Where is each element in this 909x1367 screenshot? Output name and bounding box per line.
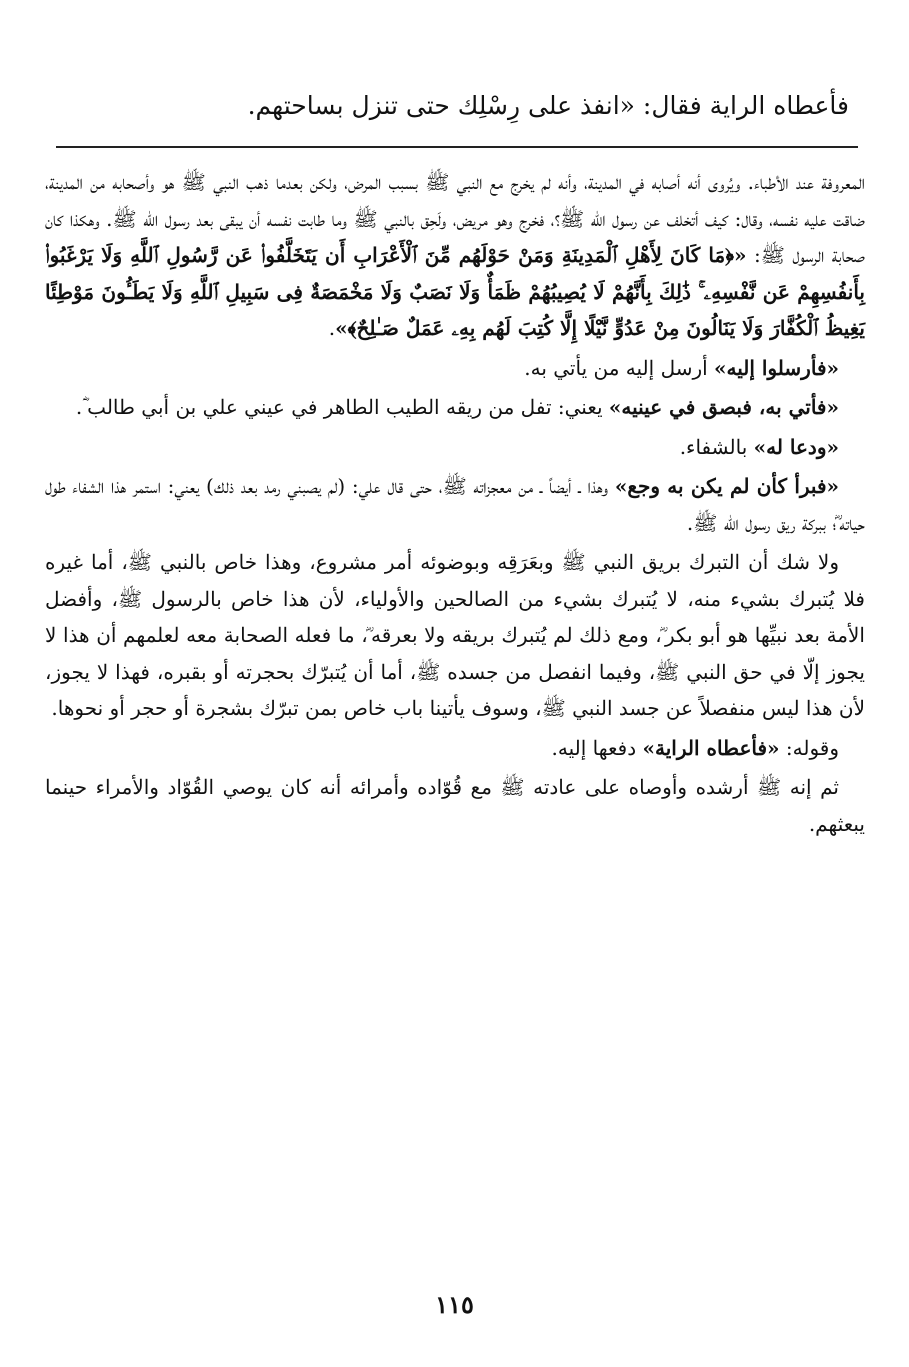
paragraph-end: . bbox=[328, 316, 336, 340]
hadith-lemma: «فبرأ كأن لم يكن به وجع» bbox=[614, 474, 840, 498]
paragraph-1 bbox=[45, 164, 865, 347]
paragraph-8 bbox=[45, 769, 865, 842]
hadith-lemma: «فأتي به، فبصق في عينيه» bbox=[608, 395, 839, 419]
hadith-lemma: «فأعطاه الراية» bbox=[642, 735, 780, 760]
paragraph-text: ولا شك أن التبرك بريق النبي ﷺ وبعَرَقِه وبوضوئه أمر مشروع، وهذا خاص بالنبي ﷺ، أما غيره فلا يُتبرك بشيء منه، لا يُتبرك بشيء من الصالحين والأولياء، لأن هذا خاص بالرسول ﷺ، وأفضل الأمة بعد نبيِّها هو أبو بكر ؓ، ومع ذلك لم يُتبرك بريقه ولا بعرقه ؓ، ما فعله الصحابة معه لعلمهم أن هذا لا يجوز إلّا في حق النبي ﷺ، وفيما انفصل من جسده ﷺ، أما أن يُتبرّك بحجرته أو بقبره، فهذا لا يجوز، لأن هذا ليس منفصلاً عن جسد النبي ﷺ، وسوف يأتينا باب خاص بمن تبرّك بشجرة أو حجر أو نحوها. bbox=[45, 550, 865, 720]
paragraph-text: المعروفة عند الأطباء. ويُروى أنه أصابه في المدينة، وأنه لم يخرج مع النبي ﷺ بسبب المرض، ولكن بعدما ذهب النبي ﷺ هو وأصحابه من المدينة، ضاقت عليه نفسه، وقال: كيف أتخلف عن رسول الله ﷺ؟، فخرج وهو مريض، ولَحِق بالنبي ﷺ وما طابت نفسه أن يبقى بعد رسول الله ﷺ. وهكذا كان صحابة الرسول ﷺ: bbox=[45, 170, 865, 267]
paragraph-4 bbox=[45, 429, 865, 466]
paragraph-text: وهذا ـ أيضاً ـ من معجزاته ﷺ، حتى قال علي: (لم يصبني رمد بعد ذلك) يعني: استمر هذا الشفاء طول حياته ؓ؛ ببركة ريق رسول الله ﷺ. bbox=[45, 474, 865, 535]
page-number: ١١٥ bbox=[435, 1290, 474, 1319]
paragraph-7 bbox=[45, 730, 865, 767]
paragraph-text: يعني: تفل من ريقه الطيب الطاهر في عيني علي بن أبي طالب ؓ. bbox=[75, 395, 609, 419]
paragraph-text: ثم إنه ﷺ أرشده وأوصاه على عادته ﷺ مع قُوّاده وأمرائه أنه كان يوصي القُوّاد والأمراء حينما يبعثهم. bbox=[45, 775, 865, 836]
paragraph-text: أرسل إليه من يأتي به. bbox=[524, 355, 715, 380]
hadith-lemma: «ودعا له» bbox=[753, 434, 839, 459]
hadith-lemma: «فأرسلوا إليه» bbox=[714, 355, 839, 380]
paragraph-6 bbox=[45, 544, 865, 727]
paragraph-text: دفعها إليه. bbox=[551, 735, 643, 760]
paragraph-2 bbox=[45, 350, 865, 387]
paragraph-text: بالشفاء. bbox=[679, 434, 754, 459]
running-head: فأعطاه الراية فقال: «انفذ على رِسْلِك حتى تنزل بساحتهم. bbox=[247, 91, 849, 120]
paragraph-5 bbox=[45, 468, 865, 541]
quran-verse: «﴿مَا كَانَ لِأَهْلِ ٱلْمَدِينَةِ وَمَنْ حَوْلَهُم مِّنَ ٱلْأَعْرَابِ أَن يَتَخَلَّفُوا۟ عَن رَّسُولِ ٱللَّهِ وَلَا يَرْغَبُوا۟ بِأَنفُسِهِمْ عَن نَّفْسِهِۦ ۚ ذَٰلِكَ بِأَنَّهُمْ لَا يُصِيبُهُمْ ظَمَأٌ وَلَا نَصَبٌ وَلَا مَخْمَصَةٌ فِى سَبِيلِ ٱللَّهِ وَلَا يَطَـُٔونَ مَوْطِئًا يَغِيظُ ٱلْكُفَّارَ وَلَا يَنَالُونَ مِنْ عَدُوٍّ نَّيْلًا إِلَّا كُتِبَ لَهُم بِهِۦ عَمَلٌ صَـٰلِحٌ﴾» bbox=[45, 243, 865, 340]
paragraph-3 bbox=[45, 389, 865, 426]
body-text bbox=[45, 164, 865, 845]
paragraph-prefix: وقوله: bbox=[779, 735, 839, 760]
header-divider bbox=[56, 146, 858, 148]
